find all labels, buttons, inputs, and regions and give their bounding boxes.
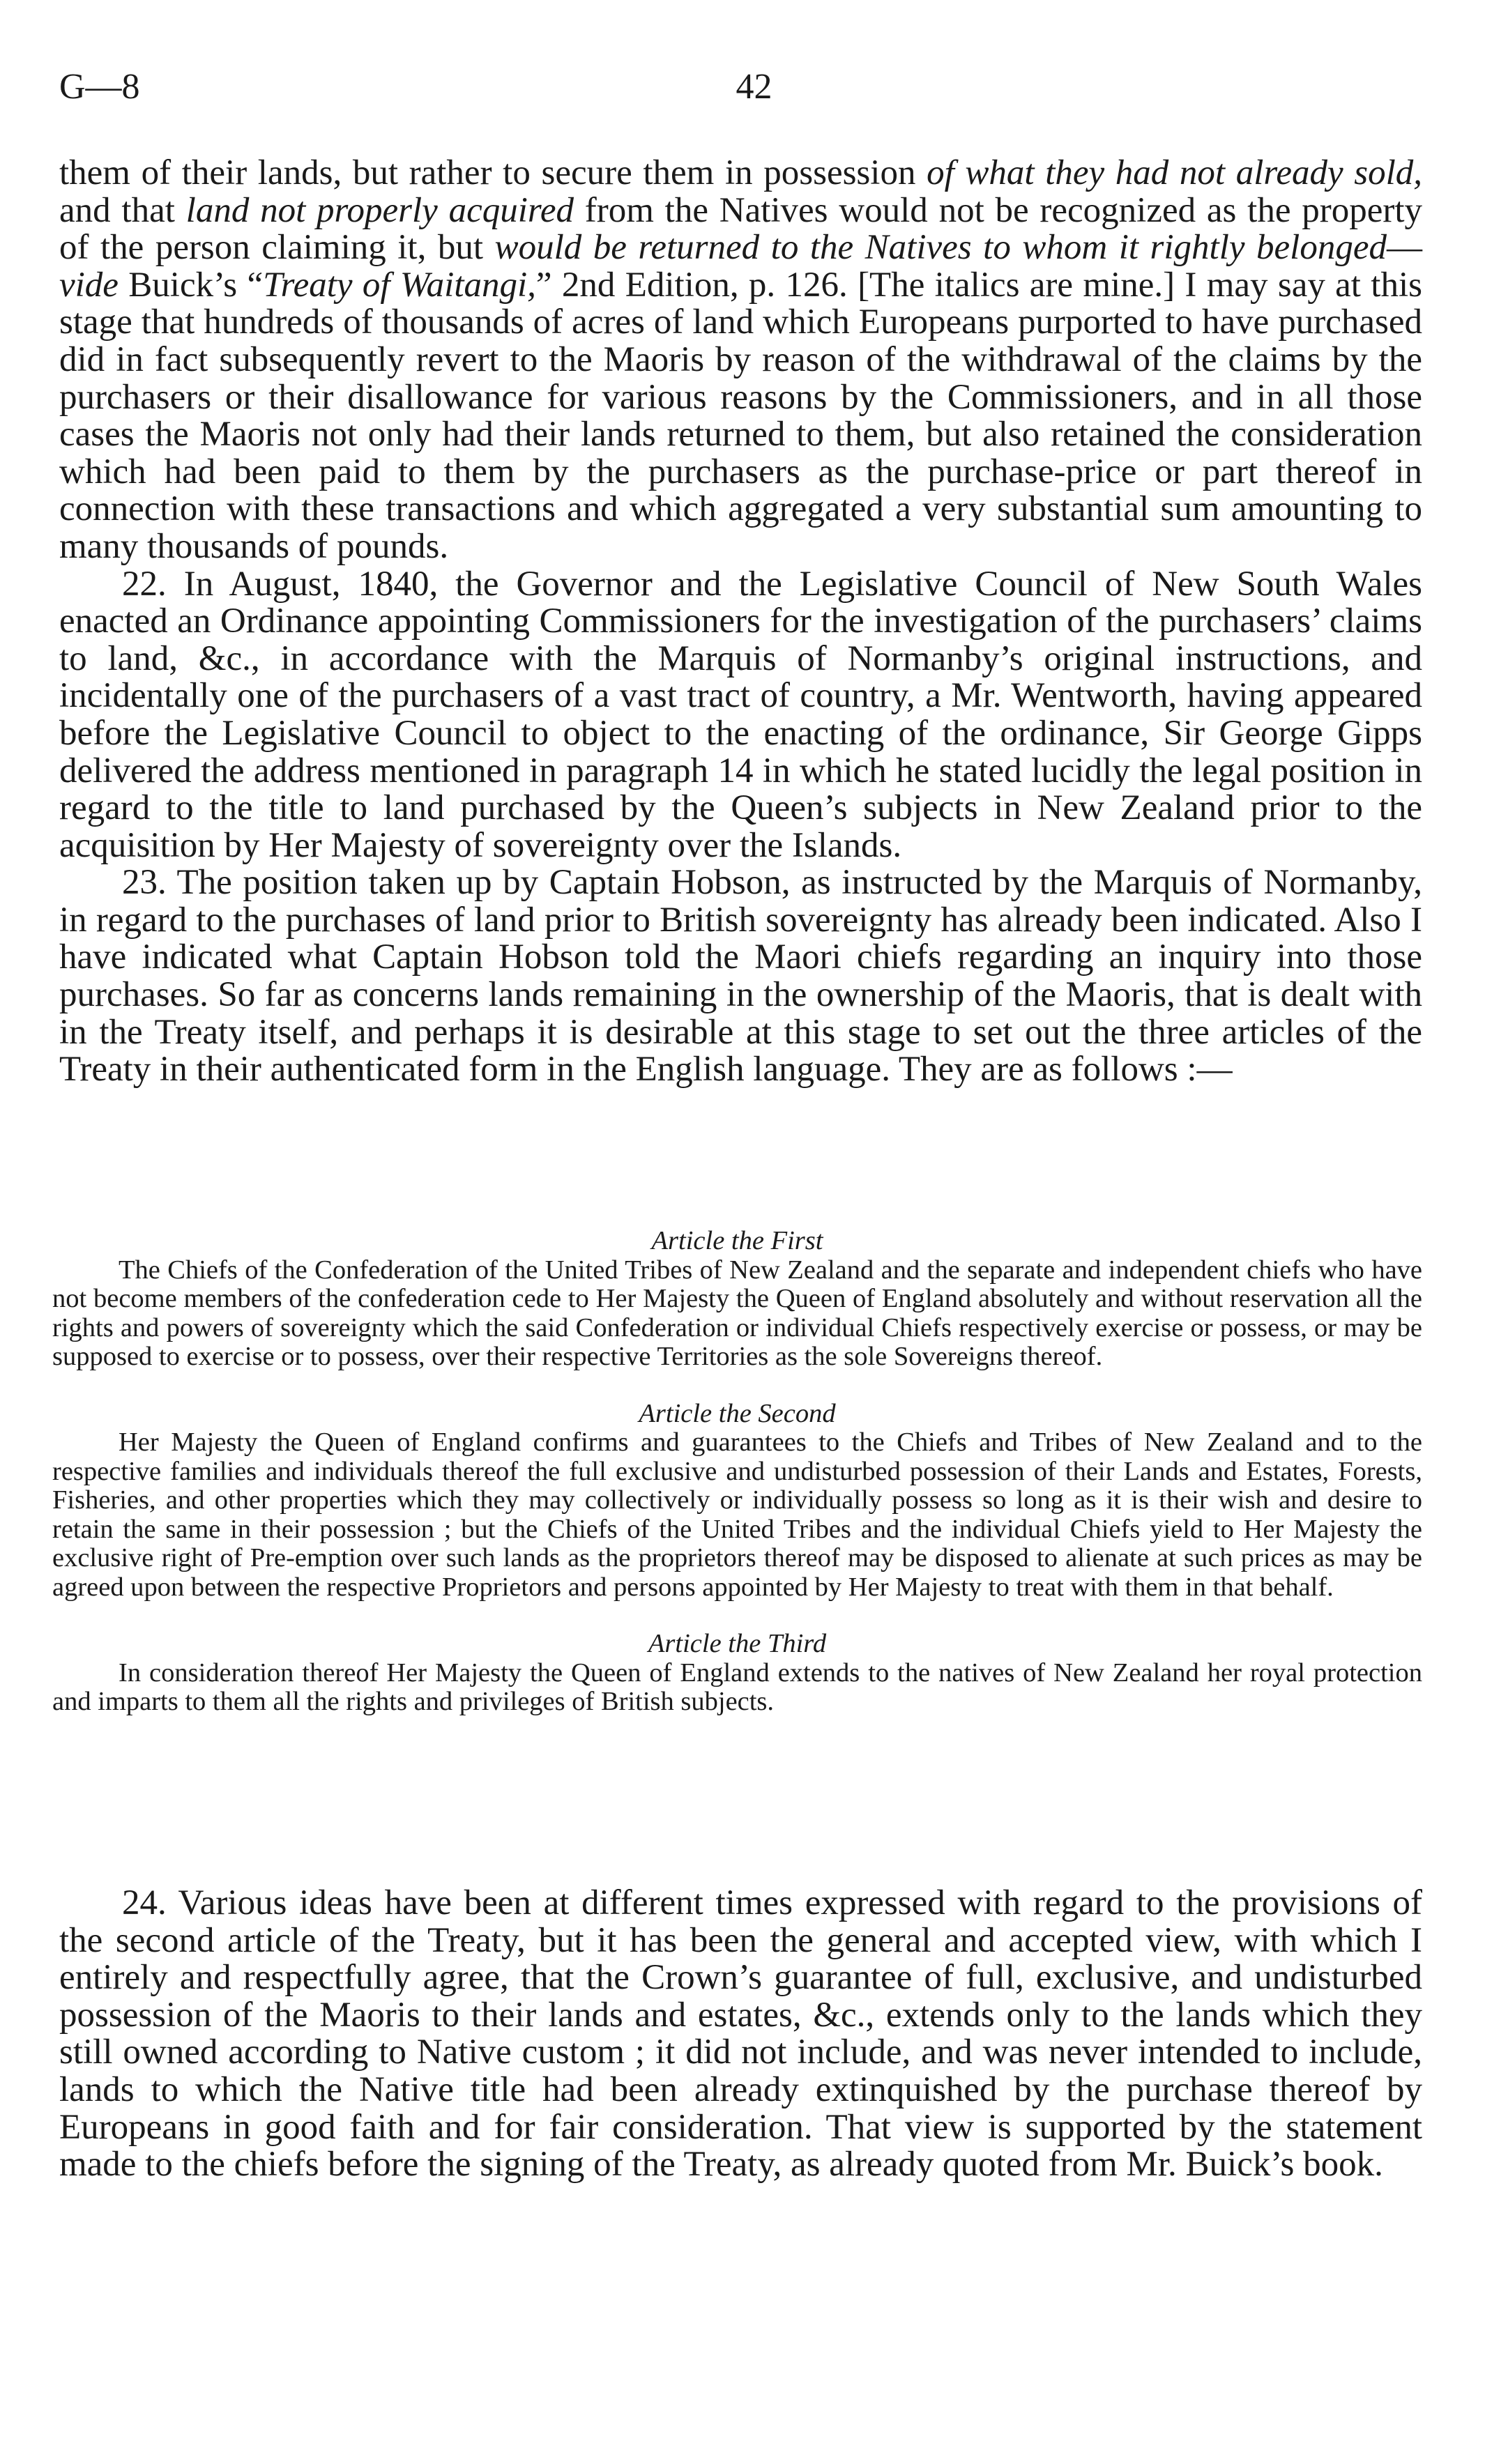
article-third-title: Article the Third [648, 1629, 827, 1658]
main-text-lower [59, 1885, 1422, 2184]
paragraph-continued: them of their lands, but rather to secure them in possession of what they had not already sold, and that land not properly acquired from the Natives would not be recognized as the property of the person claiming it, but would be returned to the Natives to whom it rightly belonged—vide Buick’s “Treaty of Waitangi,” 2nd Edition, p. 126. [The italics are mine.] I may say at this stage that hundreds of thousands of acres of land which Europeans purported to have purchased did in fact subsequently revert to the Maoris by reason of the withdrawal of the claims by the purchasers or their disallowance for various reasons by the Commissioners, and in all those cases the Maoris not only had their lands returned to them, but also retained the consideration which had been paid to them by the purchasers as the purchase-price or part thereof in connection with these transactions and which aggregated a very substantial sum amounting to many thousands of pounds. [59, 153, 1423, 566]
main-text-upper [59, 155, 1422, 1089]
treaty-articles [52, 1227, 1422, 1717]
article-first-text: The Chiefs of the Confederation of the United Tribes of New Zealand and the separate and independent chiefs who have not become members of the confederation cede to Her Majesty the Queen of England absolutely and without reservation all the rights and powers of sovereignty which the said Confederation or individual Chiefs respectively exercise or possess, or may be supposed to exercise or to possess, over their respective Territories as the sole Sovereigns thereof. [52, 1255, 1422, 1371]
article-third-text: In consideration thereof Her Majesty the Queen of England extends to the natives of New Zealand her royal protection and imparts to them all the rights and privileges of British subjects. [52, 1658, 1422, 1716]
page-header [59, 66, 1449, 122]
document-reference: G—8 [59, 67, 140, 107]
article-first-title: Article the First [651, 1226, 823, 1255]
paragraph-23: 23. The position taken up by Captain Hobson, as instructed by the Marquis of Normanby, in regard to the purchases of land prior to British sovereignty has already been indicated. Also I have indicated what Captain Hobson told the Maori chiefs regarding an inquiry into those purchases. So far as concerns lands remaining in the ownership of the Maoris, that is dealt with in the Treaty itself, and perhaps it is desirable at this stage to set out the three articles of the Treaty in their authenticated form in the English language. They are as follows :— [59, 863, 1422, 1089]
page-number: 42 [736, 67, 772, 107]
paragraph-22: 22. In August, 1840, the Governor and the Legislative Council of New South Wales enacted an Ordinance appointing Commissioners for the investigation of the purchasers’ claims to land, &c., in accordance with the Marquis of Normanby’s original instructions, and incidentally one of the purchasers of a vast tract of country, a Mr. Wentworth, having appeared before the Legislative Council to object to the enacting of the ordinance, Sir George Gipps delivered the address mentioned in paragraph 14 in which he stated lucidly the legal position in regard to the title to land purchased by the Queen’s subjects in New Zealand prior to the acquisition by Her Majesty of sovereignty over the Islands. [59, 564, 1422, 865]
paragraph-24: 24. Various ideas have been at different times expressed with regard to the provisions of the second article of the Treaty, but it has been the general and accepted view, with which I entirely and respectfully agree, that the Crown’s guarantee of full, exclusive, and undisturbed possession of the Maoris to their lands and estates, &c., extends only to the lands which they still owned according to Native custom ; it did not include, and was never intended to include, lands to which the Native title had been already extinquished by the purchase thereof by Europeans in good faith and for fair consideration. That view is supported by the statement made to the chiefs before the signing of the Treaty, as already quoted from Mr. Buick’s book. [59, 1883, 1422, 2184]
article-second-title: Article the Second [639, 1398, 836, 1428]
article-second-text: Her Majesty the Queen of England confirms and guarantees to the Chiefs and Tribes of New Zealand and to the respective families and individuals thereof the full exclusive and undisturbed possession of their Lands and Estates, Forests, Fisheries, and other properties which they may collectively or individually possess so long as it is their wish and desire to retain the same in their possession ; but the Chiefs of the United Tribes and the individual Chiefs yield to Her Majesty the exclusive right of Pre-emption over such lands as the proprietors thereof may be disposed to alienate at such prices as may be agreed upon between the respective Proprietors and persons appointed by Her Majesty to treat with them in that behalf. [52, 1428, 1422, 1602]
